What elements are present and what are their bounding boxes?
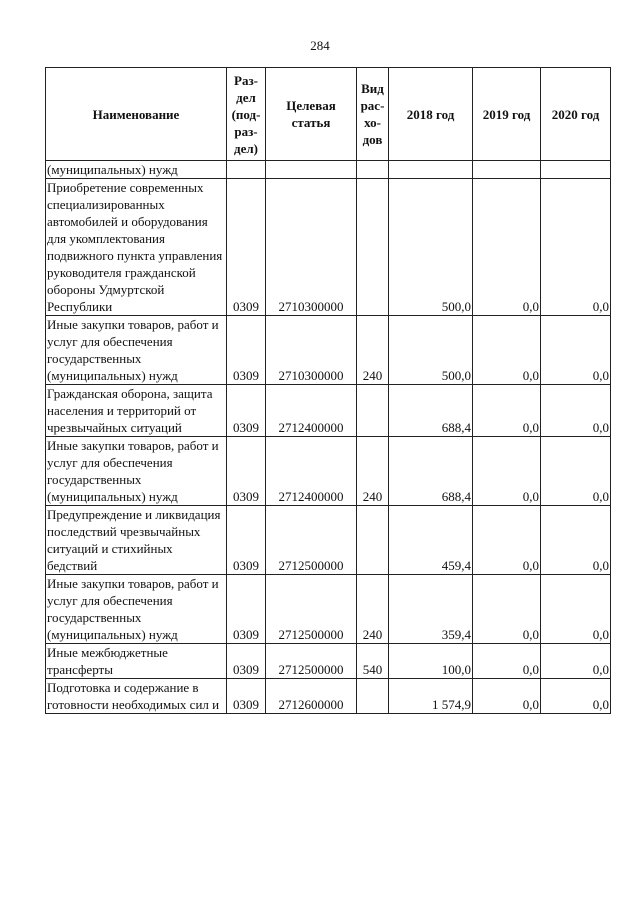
cell-2020: 0,0 (541, 575, 611, 644)
cell-kind: 240 (357, 316, 389, 385)
cell-name: Иные закупки товаров, работ и услуг для обеспечения государственных (муниципальных) нужд (46, 575, 227, 644)
cell-kind: 240 (357, 575, 389, 644)
cell-2018: 500,0 (389, 316, 473, 385)
cell-2018: 359,4 (389, 575, 473, 644)
cell-2020: 0,0 (541, 385, 611, 437)
cell-name: Иные закупки товаров, работ и услуг для обеспечения государственных (муниципальных) нужд (46, 316, 227, 385)
cell-name: Подготовка и содержание в готовности необходимых сил и (46, 679, 227, 714)
table-row (46, 385, 611, 437)
table-row (46, 506, 611, 575)
cell-section: 0309 (227, 437, 266, 506)
cell-article: 2712400000 (266, 437, 357, 506)
header-2020: 2020 год (541, 68, 611, 161)
cell-2020: 0,0 (541, 316, 611, 385)
header-2019: 2019 год (473, 68, 541, 161)
cell-2019: 0,0 (473, 644, 541, 679)
cell-2020: 0,0 (541, 644, 611, 679)
cell-2018: 100,0 (389, 644, 473, 679)
table-row (46, 316, 611, 385)
cell-kind (357, 679, 389, 714)
cell-2020: 0,0 (541, 179, 611, 316)
cell-section: 0309 (227, 385, 266, 437)
cell-name: Гражданская оборона, защита населения и территорий от чрезвычайных ситуаций (46, 385, 227, 437)
header-section (227, 68, 266, 161)
table-row (46, 575, 611, 644)
cell-2019: 0,0 (473, 575, 541, 644)
cell-section: 0309 (227, 679, 266, 714)
header-name: Наименование (46, 68, 227, 161)
cell-2019: 0,0 (473, 316, 541, 385)
header-article (266, 68, 357, 161)
cell-kind (357, 161, 389, 179)
table-row (46, 161, 611, 179)
cell-2019: 0,0 (473, 385, 541, 437)
cell-2020: 0,0 (541, 679, 611, 714)
cell-2018: 688,4 (389, 385, 473, 437)
cell-2019: 0,0 (473, 179, 541, 316)
cell-section: 0309 (227, 506, 266, 575)
page-number: 284 (310, 38, 330, 53)
cell-article: 2710300000 (266, 179, 357, 316)
cell-section: 0309 (227, 644, 266, 679)
cell-2018: 1 574,9 (389, 679, 473, 714)
table-row (46, 644, 611, 679)
cell-section (227, 161, 266, 179)
cell-2018: 688,4 (389, 437, 473, 506)
cell-article: 2712600000 (266, 679, 357, 714)
cell-2019 (473, 161, 541, 179)
header-kind-text: Вид рас- хо- дов (360, 81, 385, 147)
table-row (46, 679, 611, 714)
cell-2020: 0,0 (541, 437, 611, 506)
cell-name: Иные закупки товаров, работ и услуг для обеспечения государственных (муниципальных) нужд (46, 437, 227, 506)
cell-section: 0309 (227, 179, 266, 316)
cell-2018: 500,0 (389, 179, 473, 316)
cell-kind (357, 179, 389, 316)
cell-name: Предупреждение и ликвидация последствий чрезвычайных ситуаций и стихийных бедствий (46, 506, 227, 575)
header-article-text: Целевая статья (286, 98, 336, 130)
table-header-row (46, 68, 611, 161)
cell-article: 2712500000 (266, 644, 357, 679)
cell-article (266, 161, 357, 179)
cell-article: 2710300000 (266, 316, 357, 385)
header-2018: 2018 год (389, 68, 473, 161)
cell-2018 (389, 161, 473, 179)
cell-article: 2712500000 (266, 575, 357, 644)
table-row (46, 179, 611, 316)
cell-name: Приобретение современных специализированных автомобилей и оборудования для укомплектования подвижного пункта управления руководителя гражданской обороны Удмуртской Республики (46, 179, 227, 316)
cell-2020: 0,0 (541, 506, 611, 575)
cell-kind: 540 (357, 644, 389, 679)
table-row (46, 437, 611, 506)
cell-name: (муниципальных) нужд (46, 161, 227, 179)
cell-kind (357, 506, 389, 575)
cell-2019: 0,0 (473, 679, 541, 714)
header-section-text: Раз- дел (под- раз- дел) (231, 72, 261, 156)
cell-name: Иные межбюджетные трансферты (46, 644, 227, 679)
cell-section: 0309 (227, 316, 266, 385)
budget-table (45, 67, 611, 714)
cell-2019: 0,0 (473, 437, 541, 506)
cell-2020 (541, 161, 611, 179)
header-kind (357, 68, 389, 161)
cell-section: 0309 (227, 575, 266, 644)
cell-kind (357, 385, 389, 437)
cell-kind: 240 (357, 437, 389, 506)
cell-article: 2712400000 (266, 385, 357, 437)
cell-2019: 0,0 (473, 506, 541, 575)
cell-2018: 459,4 (389, 506, 473, 575)
cell-article: 2712500000 (266, 506, 357, 575)
